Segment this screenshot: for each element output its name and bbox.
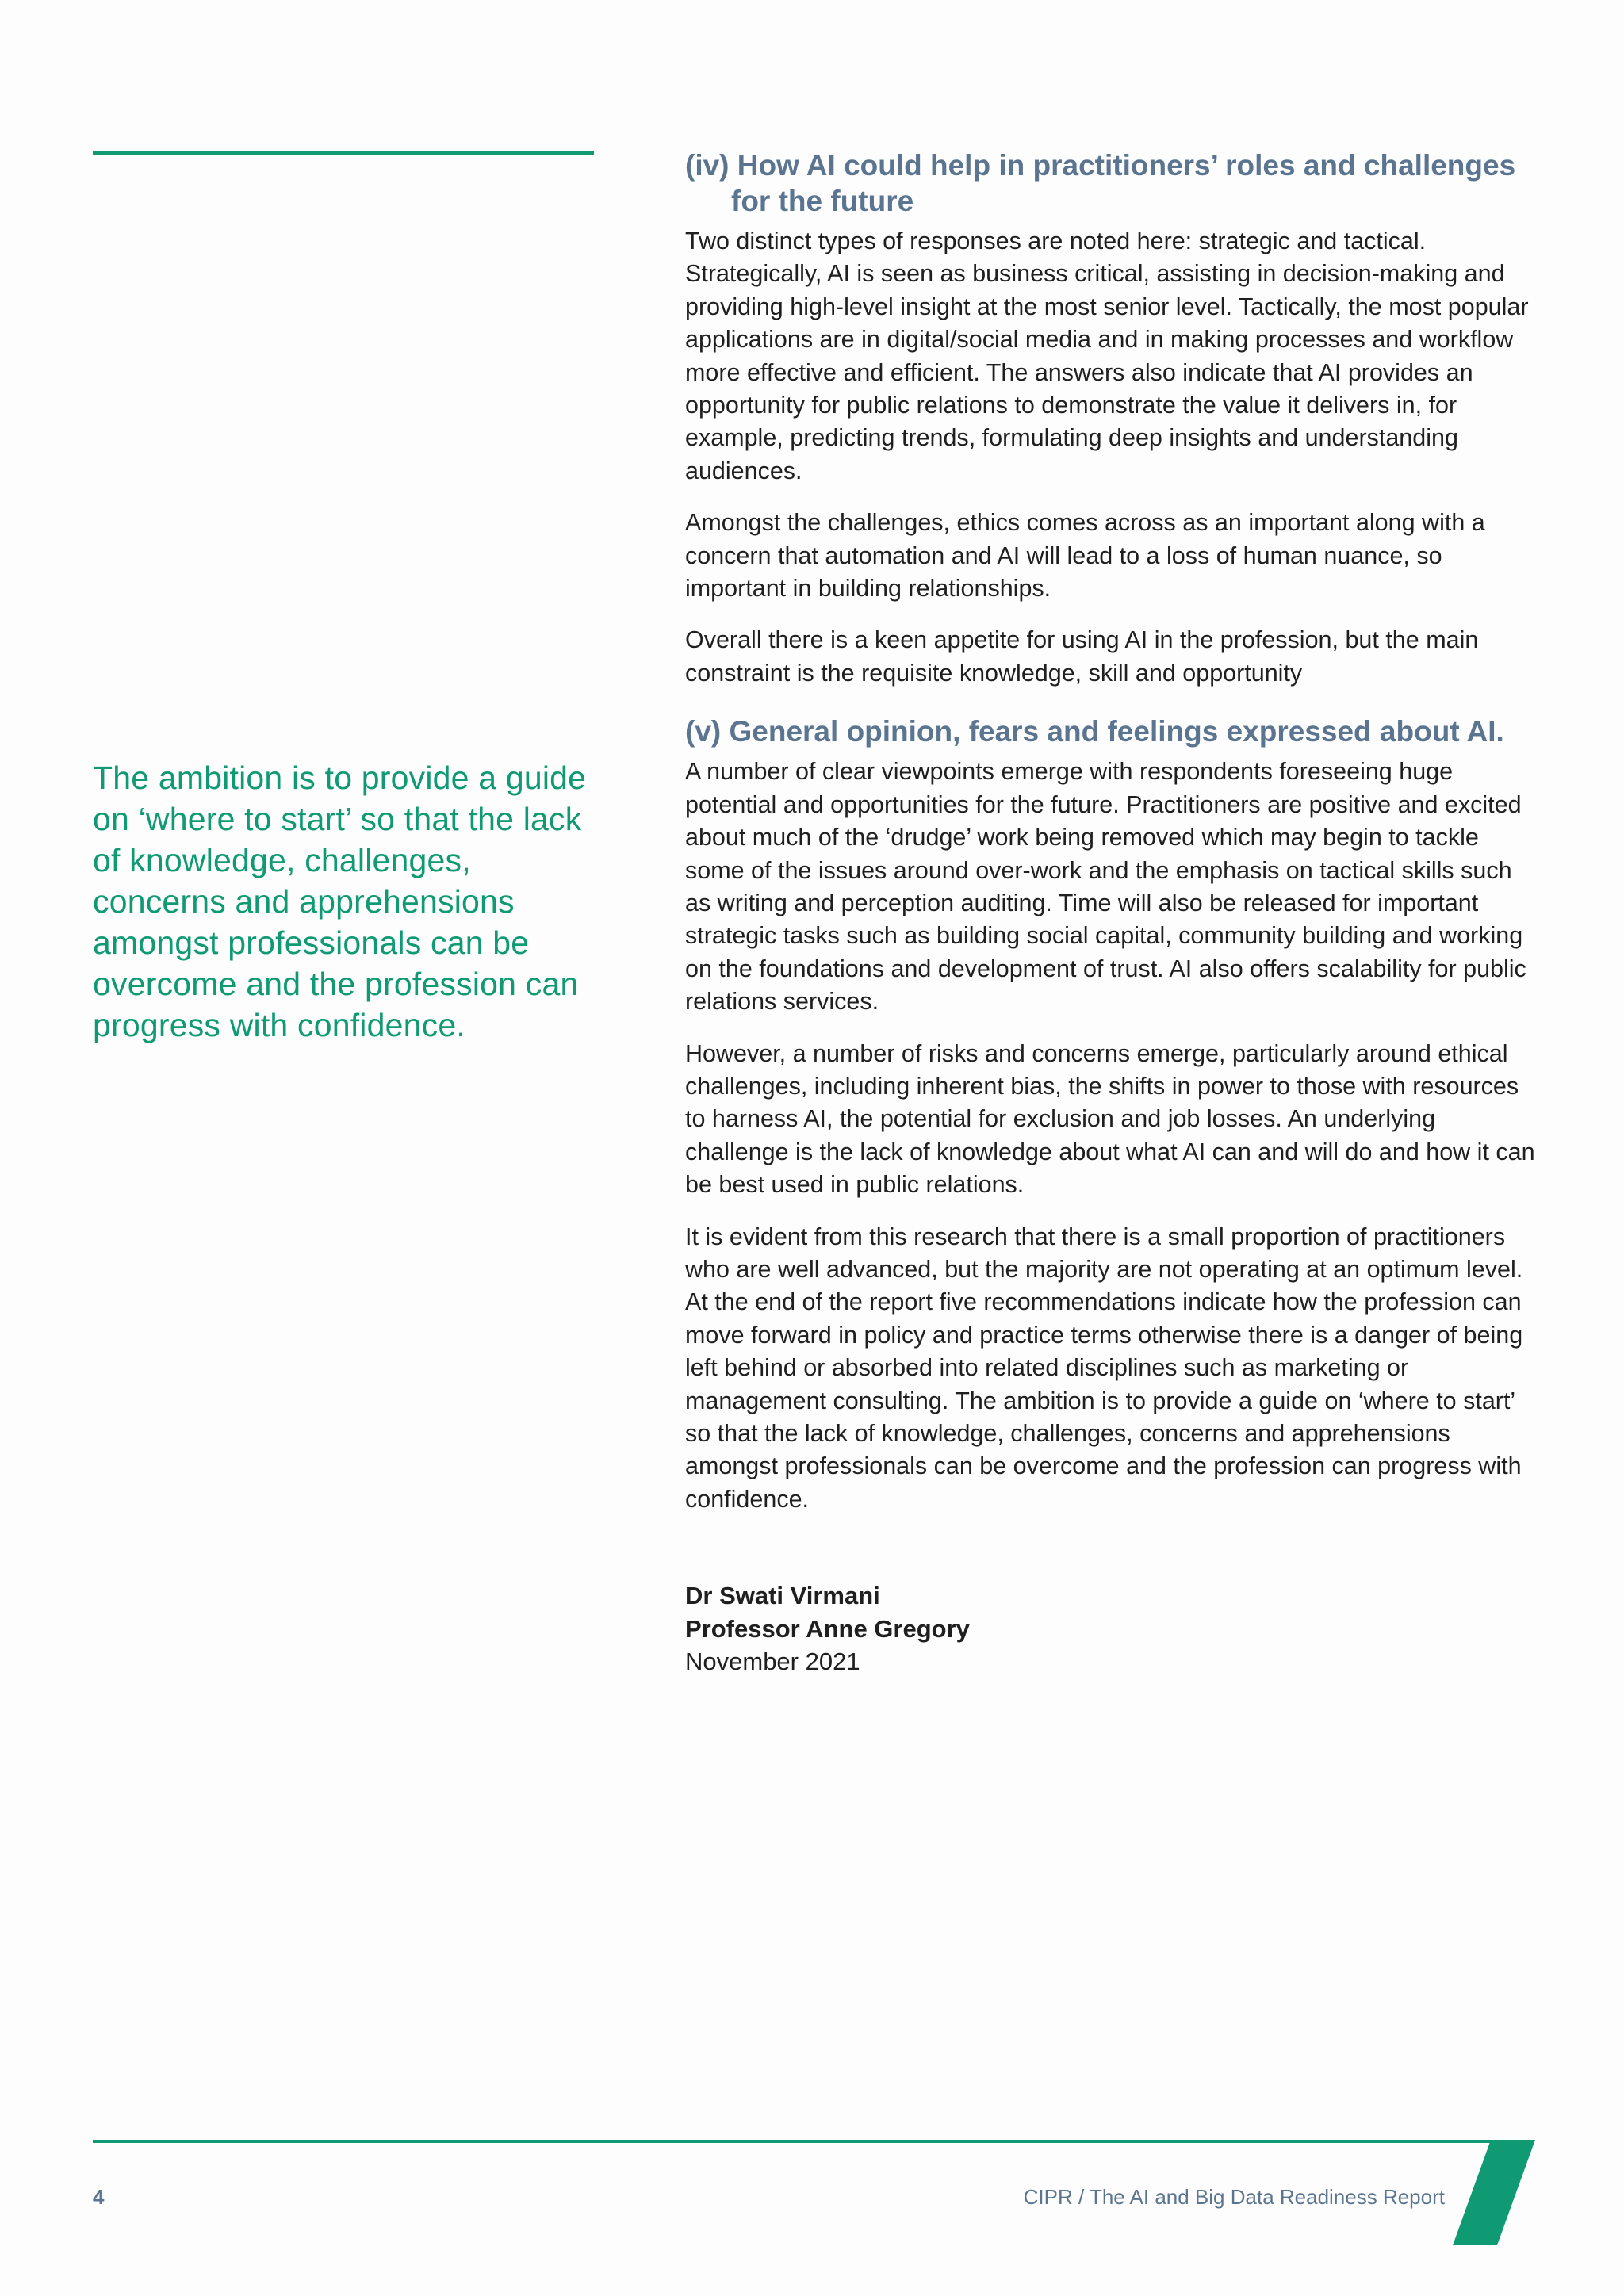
footer-report-title: CIPR / The AI and Big Data Readiness Report bbox=[1023, 2185, 1445, 2209]
section-iv-paragraph-3: Overall there is a keen appetite for using AI in the profession, but the main constraint is the requisite knowledge, skill and opportunity bbox=[685, 626, 1479, 687]
section-v-heading: (v) General opinion, fears and feelings expressed about AI. bbox=[685, 715, 1504, 748]
section-iv-heading-line1: (iv) How AI could help in practitioners’ roles and challenges bbox=[685, 149, 1516, 182]
section-v-paragraph-3: It is evident from this research that there is a small proportion of practitioners who are well advanced, but the majority are not operating at an optimum level. At the end of the report five recommendations indicate how the profession can move forward in policy and practice terms otherwise there is a danger of being left behind or absorbed into related disciplines such as marketing or management consulting. The ambition is to provide a guide on ‘where to start’ so that the lack of knowledge, challenges, concerns and apprehensions amongst professionals can be overcome and the profession can progress with confidence. bbox=[685, 1223, 1523, 1513]
section-iv-heading bbox=[685, 147, 1542, 219]
author-2: Professor Anne Gregory bbox=[685, 1614, 970, 1643]
section-v-paragraph-1: A number of clear viewpoints emerge with respondents foreseeing huge potential and opportunities for the future. Practitioners are positive and excited about much of the ‘drudge’ work being removed which may begin to tackle some of the issues around over-work and the emphasis on tactical skills such as writing and perception auditing. Time will also be released for important strategic tasks such as building social capital, community building and working on the foundations and development of trust. AI also offers scalability for public relations services. bbox=[685, 758, 1526, 1016]
section-iv-paragraph-2: Amongst the challenges, ethics comes across as an important along with a concern that automation and AI will lead to a loss of human nuance, so important in building relationships. bbox=[685, 509, 1485, 603]
page-number: 4 bbox=[93, 2185, 105, 2209]
footer-divider bbox=[93, 2140, 1534, 2143]
top-divider bbox=[93, 151, 594, 155]
section-v-paragraph-2: However, a number of risks and concerns emerge, particularly around ethical challenges, including inherent bias, the shifts in power to those with resources to harness AI, the potential for exclusion and job losses. An underlying challenge is the lack of knowledge about what AI can and will do and how it can be best used in public relations. bbox=[685, 1039, 1535, 1199]
signature-block bbox=[685, 1579, 1542, 1678]
main-column bbox=[685, 147, 1542, 1678]
pull-quote: The ambition is to provide a guide on ‘where to start’ so that the lack of knowledge, challenges, concerns and apprehensions amongst professionals can be overcome and the profession can progress with confidence. bbox=[93, 760, 587, 1043]
section-iv-heading-line2: for the future bbox=[731, 185, 914, 217]
author-1: Dr Swati Virmani bbox=[685, 1582, 880, 1610]
section-iv-paragraph-1: Two distinct types of responses are noted here: strategic and tactical. Strategically, AI is seen as business critical, assisting in decision-making and providing high-level insight at the most senior level. Tactically, the most popular applications are in digital/social media and in making processes and workflow more effective and efficient. The answers also indicate that AI provides an opportunity for public relations to demonstrate the value it delivers in, for example, predicting trends, formulating deep insights and understanding audiences. bbox=[685, 228, 1529, 484]
brand-slash-icon bbox=[1453, 2140, 1535, 2245]
signature-date: November 2021 bbox=[685, 1647, 860, 1676]
